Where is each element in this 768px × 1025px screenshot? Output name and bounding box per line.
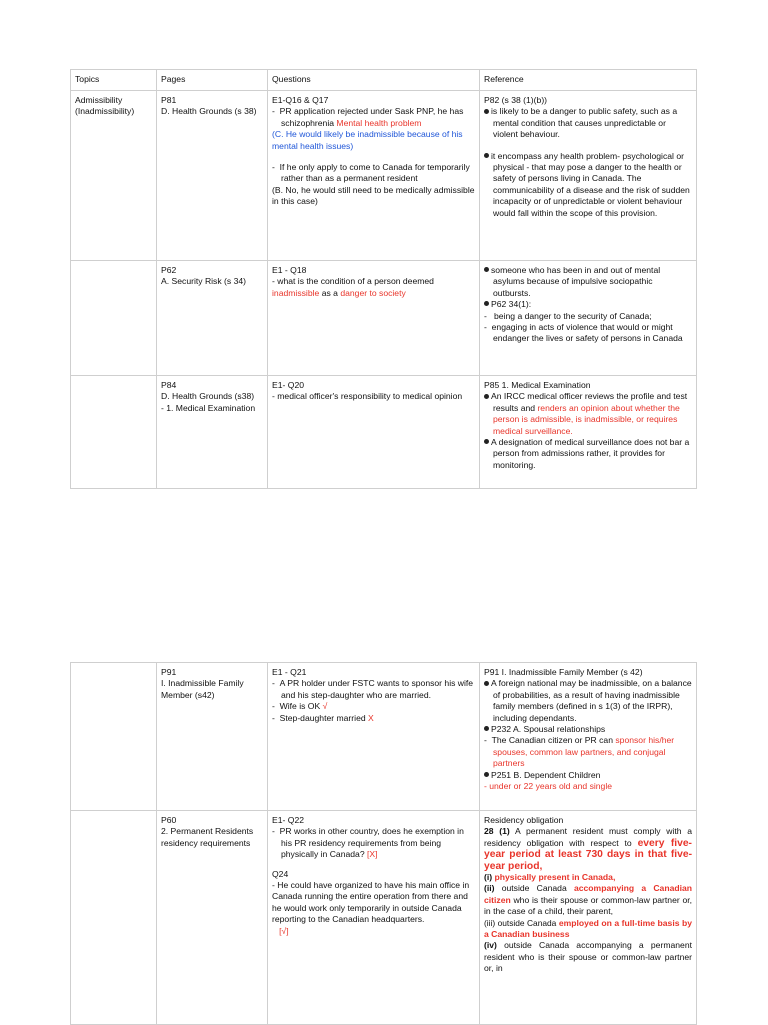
reference-cell <box>480 663 697 811</box>
topic-cell <box>71 91 157 261</box>
question-heading: Q24 <box>272 868 289 879</box>
page-title: D. Health Grounds (s 38) <box>161 106 257 117</box>
statute-clause: (iv) outside Canada accompanying a permanent resident who is their spouse or common-law partner or, in <box>484 940 692 974</box>
page-title: 2. Permanent Residents residency requirements <box>161 826 254 848</box>
topic-label: Admissibility (Inadmissibility) <box>75 95 135 117</box>
question-item: - Step-daughter married X <box>272 712 374 723</box>
question-item: - PR works in other country, does he exemption in his PR residency requirements from being physically in Canada? [X] <box>272 826 464 860</box>
check-mark: √ <box>322 701 328 712</box>
reference-table-1 <box>70 69 697 489</box>
cross-mark: [X] <box>367 849 378 860</box>
bullet-icon <box>484 726 489 731</box>
pages-cell <box>157 811 268 1025</box>
question-item: - If he only apply to come to Canada for temporarily rather than as a permanent resident <box>272 162 470 184</box>
reference-cell <box>480 811 697 1025</box>
reference-bullet: A foreign national may be inadmissible, on a balance of probabilities, as a result of having inadmissible family members (defined in s 1(3) of the IRPR), including dependants. <box>484 678 692 724</box>
reference-heading: P82 (s 38 (1)(b)) <box>484 95 548 105</box>
statute-clause: (i) physically present in Canada, <box>484 872 616 883</box>
bullet-icon <box>484 153 489 158</box>
header-questions: Questions <box>268 70 480 91</box>
table-row <box>71 91 697 261</box>
reference-cell <box>480 91 697 261</box>
pages-cell <box>157 91 268 261</box>
question-item: - A PR holder under FSTC wants to sponsor his wife and his step-daughter who are married. <box>272 678 474 700</box>
questions-cell <box>268 261 480 376</box>
questions-cell <box>268 376 480 489</box>
reference-bullet: A designation of medical surveillance does not bar a person from admissions rather, it provides for monitoring. <box>484 437 692 471</box>
check-mark: [√] <box>279 925 289 936</box>
bullet-icon <box>484 439 489 444</box>
reference-table-2 <box>70 662 697 1025</box>
table-row <box>71 376 697 489</box>
question-heading: E1- Q22 <box>272 815 305 825</box>
page-number: P60 <box>161 815 177 825</box>
cross-mark: X <box>368 712 374 723</box>
bullet-icon <box>484 301 489 306</box>
statute-clause: (ii) outside Canada accompanying a Canadian citizen who is their spouse or common-law partner or, in the case of a child, their parent, <box>484 883 693 917</box>
questions-cell <box>268 811 480 1025</box>
reference-cell <box>480 261 697 376</box>
bullet-icon <box>484 681 489 686</box>
reference-bullet: An IRCC medical officer reviews the profile and test results and renders an opinion about whether the person is admissible, is inadmissible, or requires medical surveillance. <box>484 391 692 437</box>
answer-text: (B. No, he would still need to be medically admissible in this case) <box>272 184 475 207</box>
pages-cell <box>157 663 268 811</box>
reference-note: - under or 22 years old and single <box>484 781 613 792</box>
reference-dash-item: - engaging in acts of violence that would or might endanger the lives or safety of persons in Canada <box>484 322 683 344</box>
page-subtitle: - 1. Medical Examination <box>161 402 256 413</box>
statute-paragraph: 28 (1) A permanent resident must comply with a residency obligation with respect to every five-year period at least 730 days in that five-year period, <box>484 826 692 872</box>
header-row <box>71 70 697 91</box>
header-topics: Topics <box>71 70 157 91</box>
reference-bullet: P62 34(1): <box>484 299 692 310</box>
reference-bullet: someone who has been in and out of mental asylums because of impulsive sociopathic outbursts. <box>484 265 692 299</box>
bullet-icon <box>484 267 489 272</box>
question-item: - Wife is OK √ <box>272 701 328 712</box>
pages-cell <box>157 261 268 376</box>
statute-clause: (iii) outside Canada employed on a full-time basis by a Canadian business <box>484 917 692 940</box>
question-item: - what is the condition of a person deemed inadmissible as a danger to society <box>272 276 434 298</box>
highlight: Mental health problem <box>336 117 422 128</box>
reference-cell <box>480 376 697 489</box>
table-row <box>71 261 697 376</box>
reference-dash-item: - being a danger to the security of Canada; <box>484 310 652 321</box>
header-pages: Pages <box>157 70 268 91</box>
question-heading: E1 - Q18 <box>272 265 307 275</box>
page-title: A. Security Risk (s 34) <box>161 276 247 287</box>
answer-text: (C. He would likely be inadmissible because of his mental health issues) <box>272 129 463 151</box>
table-row <box>71 811 697 1025</box>
question-heading: E1- Q20 <box>272 380 305 390</box>
question-heading: E1 - Q21 <box>272 667 307 677</box>
bullet-icon <box>484 772 489 777</box>
page-number: P62 <box>161 265 177 275</box>
question-item: - PR application rejected under Sask PNP, he has schizophrenia Mental health problem <box>272 106 464 128</box>
reference-bullet: is likely to be a danger to public safety, such as a mental condition that causes unpredictable or violent behaviour. <box>484 106 692 140</box>
bullet-icon <box>484 394 489 399</box>
page-number: P81 <box>161 95 177 105</box>
answer-text: - He could have organized to have his main office in Canada running the entire operation from there and he would work only temporarily in outside Canada reporting to the Canadian headquarters. [√] <box>272 880 470 936</box>
question-heading: E1-Q16 & Q17 <box>272 95 329 105</box>
questions-cell <box>268 91 480 261</box>
page-number: P91 <box>161 667 177 677</box>
page-title: I. Inadmissible Family Member (s42) <box>161 678 244 700</box>
page-title: D. Health Grounds (s38) <box>161 391 255 402</box>
header-reference: Reference <box>480 70 697 91</box>
page-number: P84 <box>161 380 177 390</box>
reference-bullet: P232 A. Spousal relationships <box>484 724 692 735</box>
reference-heading: P91 I. Inadmissible Family Member (s 42) <box>484 667 643 677</box>
table-row <box>71 663 697 811</box>
reference-heading: Residency obligation <box>484 815 564 825</box>
pages-cell <box>157 376 268 489</box>
question-item: - medical officer's responsibility to medical opinion <box>272 391 463 402</box>
reference-heading: P85 1. Medical Examination <box>484 380 591 390</box>
reference-dash-item: - The Canadian citizen or PR can sponsor his/her spouses, common law partners, and conjugal partners <box>484 735 675 769</box>
bullet-icon <box>484 109 489 114</box>
reference-bullet: it encompass any health problem- psychological or physical - that may pose a danger to the health or safety of persons living in Canada. The communicability of a disease and the risk of sudden incapacity or of unpredictable or violent behaviour would fall within the scope of this provision. <box>484 151 692 219</box>
questions-cell <box>268 663 480 811</box>
reference-bullet: P251 B. Dependent Children <box>484 770 692 781</box>
